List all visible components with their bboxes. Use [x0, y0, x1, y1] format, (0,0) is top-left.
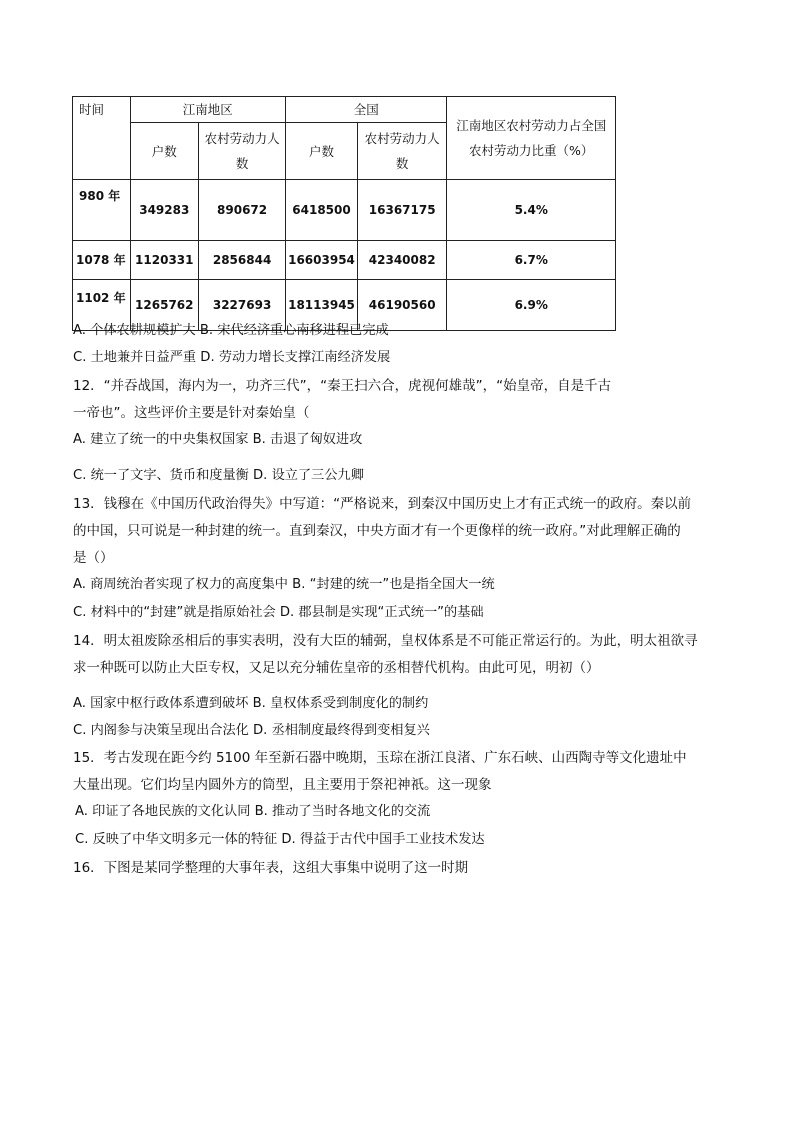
q12-stem-line1: 12．“并吞战国，海内为一，功齐三代”，“秦王扫六合，虎视何雄哉”，“始皇帝，自是千古 — [73, 378, 612, 394]
q12-stem-line2: 一帝也”。这些评价主要是针对秦始皇（ — [73, 405, 310, 421]
header-nat-labor — [357, 123, 447, 180]
cell-nat-households: 16603954 — [286, 241, 358, 280]
header-time — [73, 97, 131, 180]
q15-options-ab: A. 印证了各地民族的文化认同 B. 推动了当时各地文化的交流 — [75, 804, 431, 819]
cell-jn-households: 349283 — [130, 180, 199, 241]
header-time-text: 时间 — [79, 102, 105, 117]
header-nat-labor-line1: 农村劳动力人 — [364, 131, 440, 146]
q13-stem-line2: 的中国，只可说是一种封建的统一。直到秦汉，中央方面才有一个更像样的统一政府。”对此理解正确的 — [73, 523, 681, 539]
header-ratio — [447, 97, 616, 180]
q14-stem-line2: 求一种既可以防止大臣专权，又足以充分辅佐皇帝的丞相替代机构。由此可见，明初（） — [73, 660, 600, 676]
cell-ratio: 6.9% — [447, 280, 616, 331]
cell-year: 1102 年 — [73, 280, 131, 331]
q13-options-ab: A. 商周统治者实现了权力的高度集中 B. “封建的统一”也是指全国大一统 — [73, 577, 495, 592]
q11-options-ab: A. 个体农耕规模扩大 B. 宋代经济重心南移进程已完成 — [73, 323, 389, 338]
header-jn-households: 户数 — [130, 123, 199, 180]
q13-stem-line1: 13．钱穆在《中国历代政治得失》中写道：“严格说来，到秦汉中国历史上才有正式统一的政府。秦以前 — [73, 496, 692, 512]
header-national-text: 全国 — [353, 102, 379, 117]
header-jn-labor — [199, 123, 286, 180]
table-row — [73, 180, 616, 241]
q12-options-ab: A. 建立了统一的中央集权国家 B. 击退了匈奴进攻 — [73, 432, 363, 447]
table-header-row — [73, 97, 616, 123]
cell-ratio: 5.4% — [447, 180, 616, 241]
cell-nat-labor: 16367175 — [357, 180, 447, 241]
cell-jn-labor: 890672 — [199, 180, 286, 241]
header-jn-labor-line1: 农村劳动力人 — [204, 131, 280, 146]
cell-nat-households: 18113945 — [286, 280, 358, 331]
q15-stem-line1: 15．考古发现在距今约 5100 年至新石器中晚期，玉琮在浙江良渚、广东石峡、山西陶寺等文化遗址中 — [73, 750, 687, 766]
cell-nat-households: 6418500 — [286, 180, 358, 241]
header-jiangnan — [130, 97, 286, 123]
header-ratio-line1: 江南地区农村劳动力占全国 — [456, 118, 607, 133]
cell-jn-households: 1120331 — [130, 241, 199, 280]
q16-stem-line1: 16．下图是某同学整理的大事年表，这组大事集中说明了这一时期 — [73, 860, 469, 876]
q14-stem-line1: 14．明太祖废除丞相后的事实表明，没有大臣的辅弼，皇权体系是不可能正常运行的。为此，明太祖欲寻 — [73, 633, 698, 649]
cell-jn-labor: 2856844 — [199, 241, 286, 280]
header-nat-households: 户数 — [286, 123, 358, 180]
cell-jn-labor: 3227693 — [199, 280, 286, 331]
header-jn-labor-line2: 数 — [235, 156, 249, 171]
cell-year: 980 年 — [73, 180, 131, 241]
q15-stem-line2: 大量出现。它们均呈内圆外方的筒型，且主要用于祭祀神祇。这一现象 — [73, 777, 492, 793]
header-national — [286, 97, 447, 123]
cell-jn-households: 1265762 — [130, 280, 199, 331]
q13-stem-line3: 是（） — [73, 550, 114, 566]
q14-options-ab: A. 国家中枢行政体系遭到破坏 B. 皇权体系受到制度化的制约 — [73, 696, 429, 711]
table-row — [73, 241, 616, 280]
q12-options-cd: C. 统一了文字、货币和度量衡 D. 设立了三公九卿 — [73, 468, 364, 483]
header-jiangnan-text: 江南地区 — [182, 102, 233, 117]
header-ratio-line2: 农村劳动力比重（%） — [469, 143, 594, 158]
q14-options-cd: C. 内阁参与决策呈现出合法化 D. 丞相制度最终得到变相复兴 — [73, 723, 430, 738]
cell-ratio: 6.7% — [447, 241, 616, 280]
cell-nat-labor: 42340082 — [357, 241, 447, 280]
header-nat-labor-line2: 数 — [395, 156, 409, 171]
labor-table — [72, 96, 616, 331]
q11-options-cd: C. 土地兼并日益严重 D. 劳动力增长支撑江南经济发展 — [73, 350, 391, 365]
q15-options-cd: C. 反映了中华文明多元一体的特征 D. 得益于古代中国手工业技术发达 — [75, 832, 485, 847]
q13-options-cd: C. 材料中的“封建”就是指原始社会 D. 郡县制是实现“正式统一”的基础 — [73, 605, 484, 620]
cell-nat-labor: 46190560 — [357, 280, 447, 331]
cell-year: 1078 年 — [73, 241, 131, 280]
